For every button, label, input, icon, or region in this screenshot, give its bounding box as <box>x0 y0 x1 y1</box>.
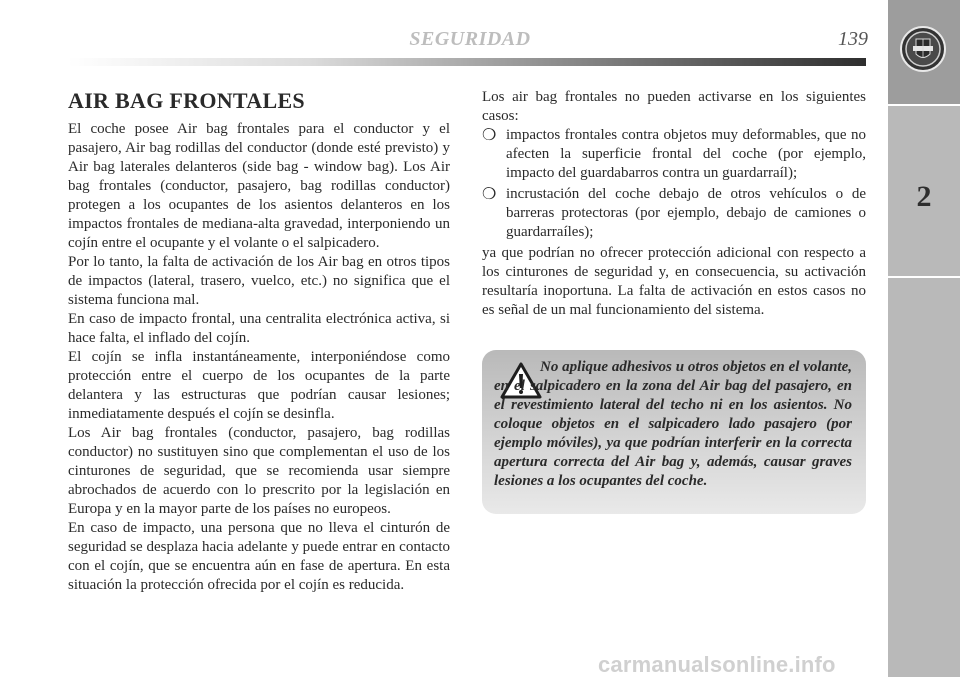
header-rule <box>68 58 866 66</box>
chapter-sidebar <box>888 0 960 677</box>
list-item <box>482 126 866 183</box>
sidebar-divider-top <box>888 104 960 106</box>
left-column <box>68 88 450 595</box>
paragraph: Los Air bag frontales (conductor, pasajero, bag rodillas conductor) no sustituyen sino que complementan el uso de los cinturones de seguridad, que se recomienda usar siempre abrochados de acuerdo con lo prescrito por la legislación en Europa y en la mayor parte de los países no europeos. <box>68 425 450 517</box>
warning-box <box>482 350 866 514</box>
page-number: 139 <box>838 28 868 50</box>
section-header-title: SEGURIDAD <box>409 28 531 50</box>
sidebar-divider-bottom <box>888 276 960 278</box>
watermark: carmanualsonline.info <box>598 652 836 677</box>
right-column <box>482 88 866 320</box>
paragraph: Por lo tanto, la falta de activación de los Air bag en otros tipos de impactos (lateral, trasero, vuelco, etc.) no significa que el sistema funciona mal. <box>68 254 450 308</box>
bullet-circle-icon: ❍ <box>482 127 497 144</box>
chapter-tab-number: 2 <box>916 180 932 213</box>
list-item <box>482 185 866 242</box>
lancia-logo-icon <box>900 26 946 72</box>
intro-paragraph: Los air bag frontales no pueden activarse en los siguientes casos: <box>482 89 866 124</box>
warning-text: No aplique adhesivos u otros objetos en el volante, en el salpicadero en la zona del Air bag del pasajero, en el revestimiento lateral del techo ni en los asientos. No coloque objetos en el salpicadero lado pasajero (por ejemplo móviles), ya que podrían interferir en la correcta apertura correcta del Air bag y, además, causar graves lesiones a los ocupantes del coche. <box>494 359 852 489</box>
lancia-shield-icon <box>904 30 942 68</box>
bullet-circle-icon: ❍ <box>482 186 497 203</box>
paragraph: El cojín se infla instantáneamente, interponiéndose como protección entre el cuerpo de los ocupantes de la parte delantera y las estructuras que podrían causar lesiones; inmediatamente después el cojín se desinfla. <box>68 349 450 422</box>
conclusion-paragraph: ya que podrían no ofrecer protección adicional con respecto a los cinturones de seguridad y, en consecuencia, su activación resultaría inoportuna. La falta de activación en estos casos no es señal de un mal funcionamiento del sistema. <box>482 245 866 318</box>
paragraph: En caso de impacto frontal, una centralita electrónica activa, si hace falta, el inflado del cojín. <box>68 311 450 346</box>
list-item-text: impactos frontales contra objetos muy deformables, que no afecten la superficie frontal del coche (por ejemplo, impacto del guardabarros contra un guardarraíl); <box>506 127 866 181</box>
paragraph: En caso de impacto, una persona que no lleva el cinturón de seguridad se desplaza hacia adelante y puede entrar en contacto con el cojín, que se encuentra aún en fase de apertura. En esta situación la protección ofrecida por el cojín es reducida. <box>68 520 450 593</box>
section-title: AIR BAG FRONTALES <box>68 88 305 113</box>
bullet-list <box>482 126 866 242</box>
paragraph: El coche posee Air bag frontales para el conductor y el pasajero, Air bag rodillas del conductor (donde esté previsto) y Air bag laterales delanteros (side bag - window bag). Los Air bag frontales (conductor, pasajero, bag rodillas conductor) protegen a los ocupantes de los asientos delanteros en los impactos frontales de mediana-alta gravedad, interponiendo un cojín entre el ocupante y el volante o el salpicadero. <box>68 121 450 251</box>
list-item-text: incrustación del coche debajo de otros vehículos o de barreras protectoras (por ejemplo, debajo de camiones o guardarraíles); <box>506 186 866 240</box>
